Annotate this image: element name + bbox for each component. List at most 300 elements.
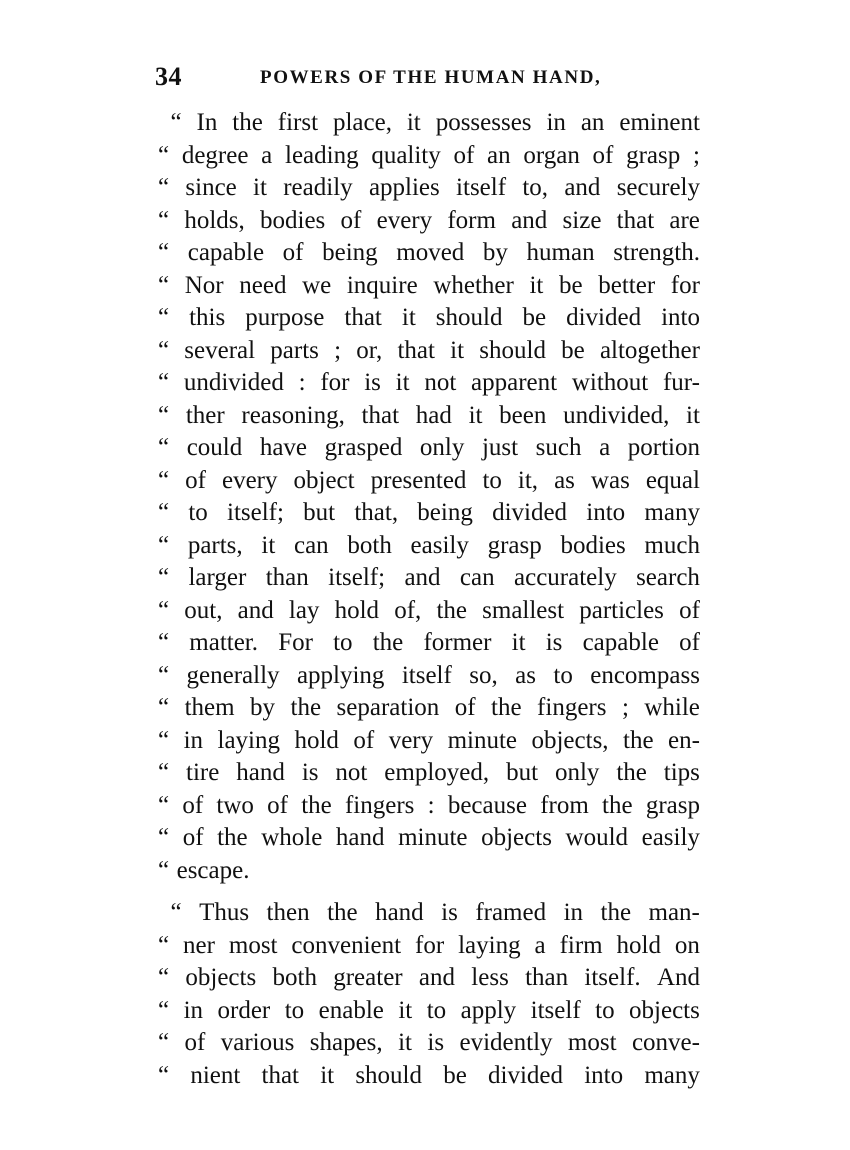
text-line [158, 1027, 700, 1060]
word: first [277, 109, 319, 136]
word: “ [158, 596, 170, 624]
word: not [424, 369, 457, 396]
word: had [415, 401, 452, 429]
word: not [335, 759, 368, 786]
word: much [644, 531, 700, 559]
word: divided [492, 499, 568, 526]
word: is [427, 1029, 445, 1056]
word: very [388, 726, 434, 754]
word: being [417, 499, 473, 526]
word: because [447, 791, 527, 819]
word: that, [354, 499, 399, 526]
word: the [600, 899, 632, 926]
page-number: 34 [155, 62, 182, 91]
word: greater [333, 964, 403, 991]
word: undivided [183, 369, 284, 396]
word: moved [396, 239, 465, 266]
text-line [158, 790, 700, 823]
word: Nor [184, 271, 224, 299]
word: for [415, 931, 445, 959]
word: encompass [590, 661, 700, 689]
word: In [196, 109, 218, 136]
word: equal [645, 466, 700, 494]
word: “ [158, 206, 170, 234]
word: convenient [291, 931, 402, 959]
word: bodies [560, 531, 626, 559]
word: minute [447, 726, 518, 754]
word: be [443, 1061, 467, 1089]
word: of [182, 791, 204, 819]
word: divided [488, 1061, 564, 1089]
word: while [644, 694, 700, 721]
word: human [526, 239, 595, 266]
word: into [586, 499, 626, 526]
word: enable [318, 996, 384, 1024]
word: in [563, 899, 584, 926]
word: itself [401, 661, 452, 689]
word: ner [183, 931, 215, 959]
word: objects [185, 964, 257, 991]
word: separation [336, 694, 440, 721]
word: “ [158, 759, 170, 786]
word: are [669, 206, 700, 234]
word: and [418, 964, 456, 991]
word: since [185, 174, 237, 201]
word: out, [184, 596, 223, 624]
word: it [401, 304, 416, 331]
word: to [482, 466, 502, 494]
word: that [397, 336, 435, 364]
word: of [592, 141, 614, 169]
word: it [320, 1061, 335, 1089]
word: purpose [245, 304, 325, 331]
word: fingers [537, 694, 607, 721]
text-line [158, 897, 700, 930]
word: “ [158, 466, 170, 494]
word: framed [475, 899, 547, 926]
word: that [616, 206, 655, 234]
word: : [298, 369, 306, 396]
text-line [158, 270, 700, 303]
word: only [419, 434, 465, 461]
word: a [534, 931, 546, 959]
word: holds, [184, 206, 245, 234]
word: matter. [189, 629, 259, 656]
word: size [562, 206, 602, 234]
word: the [436, 596, 467, 624]
word: organ [523, 141, 580, 169]
word: the [602, 791, 633, 819]
word: every [221, 466, 278, 494]
text-line [158, 497, 700, 530]
word: into [584, 1061, 624, 1089]
text-line [158, 205, 700, 238]
word: en- [668, 726, 700, 754]
word: escape. [176, 856, 250, 884]
word: on [674, 931, 700, 959]
word: itself. [584, 964, 641, 991]
word: than [525, 964, 569, 991]
text-line [158, 757, 700, 790]
word: securely [616, 174, 700, 201]
word: and [564, 174, 601, 201]
word: former [423, 629, 492, 656]
word: that [344, 304, 382, 331]
word: applying [296, 661, 385, 689]
word: ; [692, 141, 700, 169]
word: them [184, 694, 235, 721]
word: and [511, 206, 548, 234]
word: “ [158, 996, 170, 1024]
word: “ [158, 824, 170, 851]
text-line [158, 562, 700, 595]
word: of [353, 726, 375, 754]
word: leading [285, 141, 359, 169]
text-line [158, 930, 700, 963]
word: “ [158, 694, 170, 721]
word: it [398, 996, 413, 1024]
word: it [398, 1029, 412, 1056]
word: than [265, 564, 309, 591]
word: it, [517, 466, 539, 494]
word: could [186, 434, 243, 461]
word: less [471, 964, 509, 991]
word: an [580, 109, 605, 136]
word: parts [270, 336, 319, 364]
word: be [561, 336, 585, 364]
word: the [290, 694, 322, 721]
word: various [220, 1029, 295, 1056]
word: of [184, 1029, 206, 1056]
word: man- [648, 899, 700, 926]
word: as [554, 466, 575, 494]
word: hand [335, 824, 385, 851]
word: employed, [384, 759, 490, 786]
word: possesses [435, 109, 532, 136]
word: it [261, 531, 276, 559]
word: objects [481, 824, 552, 851]
word: is [364, 369, 381, 396]
word: it [468, 401, 483, 429]
word: eminent [619, 109, 700, 136]
word: of, [394, 596, 422, 624]
word: “ [158, 931, 170, 959]
word: both [347, 531, 392, 559]
word: “ [158, 499, 170, 526]
word: objects [629, 996, 700, 1024]
word: many [644, 499, 700, 526]
word: should [355, 1061, 423, 1089]
text-line [158, 855, 700, 888]
word: “ [158, 336, 170, 364]
text-line [158, 822, 700, 855]
word: itself [530, 996, 581, 1024]
word: into [661, 304, 700, 331]
word: it [450, 336, 465, 364]
word: reasoning, [241, 401, 345, 429]
word: lay [288, 596, 320, 624]
word: hold [294, 726, 339, 754]
word: to [188, 499, 208, 526]
word: objects, [531, 726, 609, 754]
word: “ [158, 791, 170, 819]
word: was [590, 466, 630, 494]
text-line [158, 1060, 700, 1093]
text-line [158, 530, 700, 563]
text-line [158, 627, 700, 660]
word: of [185, 466, 206, 494]
word: apparent [471, 369, 558, 396]
word: Thus [199, 899, 250, 926]
word: fingers [344, 791, 415, 819]
word: firm [559, 931, 603, 959]
word: “ [158, 629, 170, 656]
text-line [158, 172, 700, 205]
body-text [158, 107, 700, 1092]
word: been [499, 401, 547, 429]
word: by [250, 694, 276, 721]
word: “ [158, 531, 170, 559]
word: it [529, 271, 544, 299]
word: “ [158, 564, 170, 591]
word: fur- [662, 369, 700, 396]
word: or, [356, 336, 383, 364]
word: of [340, 206, 362, 234]
word: itself [456, 174, 507, 201]
word: the [327, 899, 358, 926]
word: itself; [328, 564, 386, 591]
word: of [454, 694, 476, 721]
word: have [259, 434, 308, 461]
word: conve- [631, 1029, 700, 1056]
word: to [284, 996, 305, 1024]
word: being [322, 239, 378, 266]
word: search [636, 564, 700, 591]
word: without [571, 369, 649, 396]
word: “ [158, 434, 170, 461]
text-line [158, 660, 700, 693]
word: two [216, 791, 254, 819]
word: a [261, 141, 273, 169]
word: only [554, 759, 600, 786]
word: so, [469, 661, 498, 689]
word: easily [641, 824, 700, 851]
word: of [679, 629, 700, 656]
word: most [228, 931, 278, 959]
word: hold [334, 596, 380, 624]
word: in [183, 996, 204, 1024]
word: ther [185, 401, 225, 429]
word: to, [522, 174, 549, 201]
word: evidently [459, 1029, 553, 1056]
word: can [293, 531, 329, 559]
word: it [253, 174, 267, 201]
word: ; [334, 336, 342, 364]
word: several [184, 336, 256, 364]
word: better [598, 271, 656, 299]
word: “ [158, 661, 170, 689]
word: is [545, 629, 563, 656]
word: place, [332, 109, 392, 136]
text-line [158, 140, 700, 173]
word: itself; [227, 499, 284, 526]
word: be [559, 271, 583, 299]
word: “ [158, 899, 182, 926]
word: grasp [645, 791, 700, 819]
word: object [293, 466, 355, 494]
word: is [301, 759, 319, 786]
word: a [599, 434, 611, 461]
word: smallest [482, 596, 565, 624]
word: the [372, 629, 404, 656]
word: hand [375, 899, 424, 926]
word: it [395, 369, 410, 396]
word: would [565, 824, 629, 851]
word: that [361, 401, 400, 429]
word: of [453, 141, 475, 169]
word: by [482, 239, 508, 266]
word: but [303, 499, 336, 526]
word: is [441, 899, 458, 926]
word: particles [579, 596, 664, 624]
word: it [686, 401, 700, 429]
word: grasp [626, 141, 681, 169]
word: we [302, 271, 332, 299]
word: the [301, 791, 332, 819]
word: form [447, 206, 496, 234]
word: be [522, 304, 547, 331]
word: altogether [599, 336, 700, 364]
word: both [272, 964, 317, 991]
word: it [406, 109, 421, 136]
word: larger [188, 564, 247, 591]
running-head: POWERS OF THE HUMAN HAND, [260, 67, 602, 88]
word: inquire [346, 271, 418, 299]
word: “ [158, 174, 170, 201]
word: as [515, 661, 536, 689]
text-line [158, 595, 700, 628]
text-line [158, 465, 700, 498]
text-line [158, 962, 700, 995]
text-line [158, 107, 700, 140]
paragraph [158, 897, 700, 1092]
word: ; [621, 694, 629, 721]
word: should [435, 304, 503, 331]
word: in [183, 726, 204, 754]
text-line [158, 995, 700, 1028]
word: to [426, 996, 447, 1024]
word: of [282, 239, 304, 266]
word: undivided, [563, 401, 670, 429]
word: many [644, 1061, 700, 1089]
word: the [232, 109, 263, 136]
word: whether [433, 271, 514, 299]
word: whole [261, 824, 323, 851]
word: the [217, 824, 248, 851]
word: hand [236, 759, 285, 786]
word: and [237, 596, 274, 624]
word: quality [371, 141, 441, 169]
word: And [656, 964, 700, 991]
word: capable [582, 629, 659, 656]
text-line [158, 302, 700, 335]
word: readily [283, 174, 353, 201]
word: “ [158, 369, 170, 396]
word: but [506, 759, 539, 786]
text-line [158, 725, 700, 758]
word: generally [186, 661, 280, 689]
word: strength. [613, 239, 700, 266]
word: of [679, 596, 700, 624]
word: the [491, 694, 522, 721]
word: “ [158, 401, 170, 429]
word: apply [460, 996, 517, 1024]
word: of [267, 791, 288, 819]
word: “ [158, 109, 182, 136]
page-header [155, 62, 700, 96]
word: it [511, 629, 526, 656]
text-line [158, 335, 700, 368]
word: just [481, 434, 519, 461]
word: laying [217, 726, 280, 754]
word: order [217, 996, 271, 1024]
text-line [158, 400, 700, 433]
word: “ [158, 304, 170, 331]
word: to [595, 996, 615, 1024]
text-line [158, 367, 700, 400]
word: such [535, 434, 582, 461]
word: shapes, [309, 1029, 383, 1056]
word: : [427, 791, 435, 819]
word: minute [398, 824, 468, 851]
word: divided [566, 304, 642, 331]
word: For [278, 629, 313, 656]
word: to [333, 629, 353, 656]
word: “ [158, 141, 170, 169]
word: “ [158, 239, 170, 266]
text-line [158, 692, 700, 725]
word: the [623, 726, 654, 754]
word: applies [368, 174, 440, 201]
text-line [158, 237, 700, 270]
word: “ [158, 1061, 170, 1089]
word: and [404, 564, 441, 591]
word: should [479, 336, 546, 364]
word: degree [181, 141, 249, 169]
word: of [182, 824, 204, 851]
word: tire [186, 759, 220, 786]
word: that [261, 1061, 300, 1089]
word: hold [616, 931, 661, 959]
word: “ [158, 726, 170, 754]
word: nient [190, 1061, 241, 1089]
word: every [376, 206, 433, 234]
word: from [540, 791, 589, 819]
word: bodies [260, 206, 326, 234]
word: most [567, 1029, 617, 1056]
word: “ [158, 271, 170, 299]
word: easily [410, 531, 469, 559]
word: an [487, 141, 511, 169]
word: portion [627, 434, 700, 461]
text-line [158, 432, 700, 465]
word: parts, [187, 531, 243, 559]
word: “ [158, 856, 170, 884]
word: can [459, 564, 495, 591]
word: “ [158, 1029, 170, 1056]
word: tips [663, 759, 700, 786]
word: in [546, 109, 566, 136]
